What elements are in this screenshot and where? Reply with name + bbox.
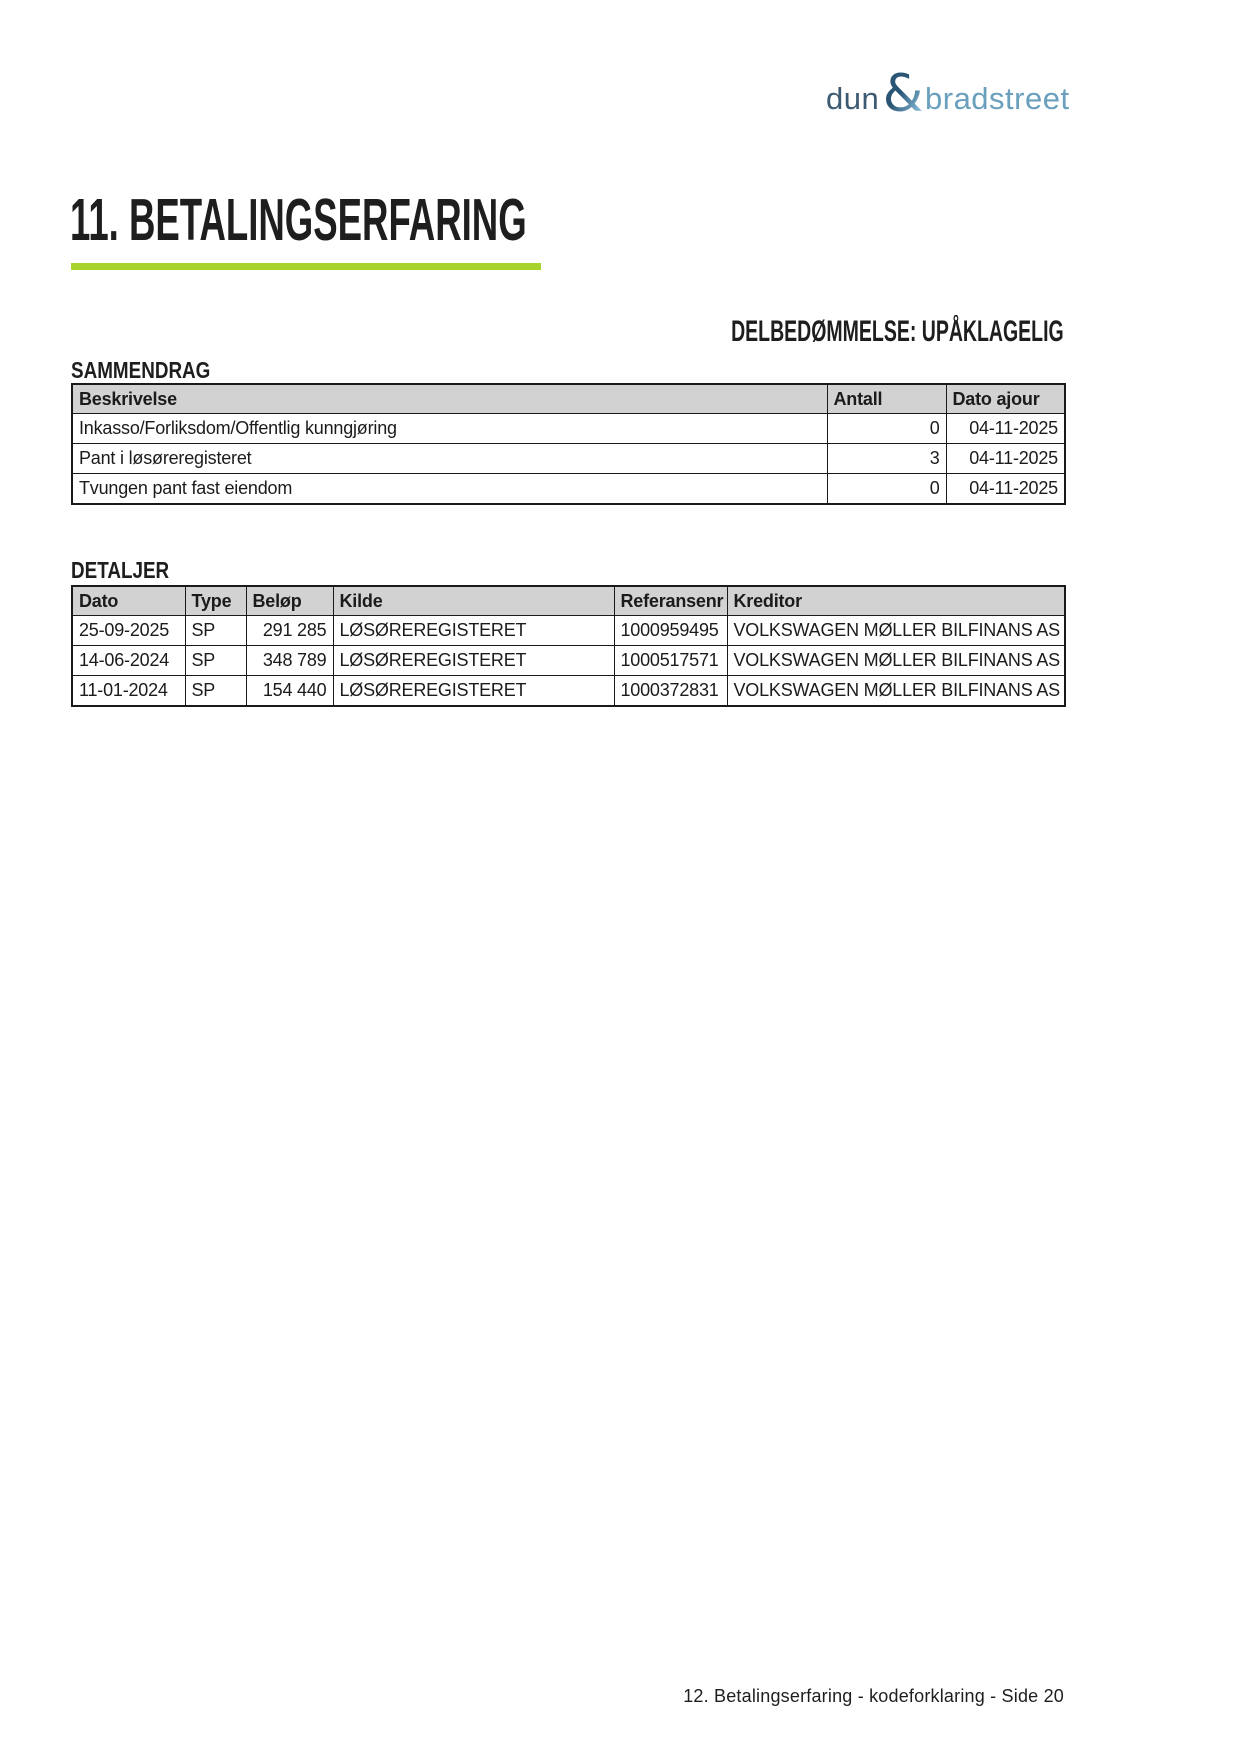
cell-referansenr: 1000517571 [614, 646, 727, 676]
cell-dato: 14-06-2024 [72, 646, 185, 676]
column-header-kilde: Kilde [333, 586, 614, 616]
logo-text-bradstreet: bradstreet [925, 81, 1070, 116]
cell-type: SP [185, 616, 246, 646]
cell-type: SP [185, 676, 246, 707]
cell-dato: 25-09-2025 [72, 616, 185, 646]
cell-referansenr: 1000372831 [614, 676, 727, 707]
summary-row [72, 474, 1065, 505]
summary-row [72, 414, 1065, 444]
cell-kilde: LØSØREREGISTERET [333, 676, 614, 707]
cell-belop: 348 789 [246, 646, 333, 676]
cell-dato-ajour: 04-11-2025 [946, 474, 1065, 505]
cell-beskrivelse: Inkasso/Forliksdom/Offentlig kunngjøring [72, 414, 827, 444]
summary-table [71, 383, 1066, 505]
details-table [71, 585, 1066, 707]
logo-text-dun: dun [826, 81, 880, 116]
details-row [72, 646, 1065, 676]
cell-dato-ajour: 04-11-2025 [946, 444, 1065, 474]
column-header-referansenr: Referansenr [614, 586, 727, 616]
column-header-dato-ajour: Dato ajour [946, 384, 1065, 414]
column-header-kreditor: Kreditor [727, 586, 1065, 616]
details-section-label: DETALJER [71, 557, 170, 583]
page-title: 11. BETALINGSERFARING [70, 187, 527, 253]
cell-dato: 11-01-2024 [72, 676, 185, 707]
column-header-antall: Antall [827, 384, 946, 414]
cell-kilde: LØSØREREGISTERET [333, 616, 614, 646]
details-row [72, 616, 1065, 646]
details-row [72, 676, 1065, 707]
column-header-beskrivelse: Beskrivelse [72, 384, 827, 414]
cell-kreditor: VOLKSWAGEN MØLLER BILFINANS AS [727, 646, 1065, 676]
ampersand-icon [882, 65, 924, 123]
column-header-dato: Dato [72, 586, 185, 616]
cell-belop: 154 440 [246, 676, 333, 707]
cell-antall: 3 [827, 444, 946, 474]
cell-type: SP [185, 646, 246, 676]
summary-section-label: SAMMENDRAG [71, 357, 211, 383]
column-header-type: Type [185, 586, 246, 616]
dun-bradstreet-logo [826, 65, 1082, 123]
cell-beskrivelse: Tvungen pant fast eiendom [72, 474, 827, 505]
cell-antall: 0 [827, 474, 946, 505]
cell-antall: 0 [827, 414, 946, 444]
details-header-row [72, 586, 1065, 616]
cell-dato-ajour: 04-11-2025 [946, 414, 1065, 444]
cell-kreditor: VOLKSWAGEN MØLLER BILFINANS AS [727, 676, 1065, 707]
column-header-belop: Beløp [246, 586, 333, 616]
title-underline-rule [71, 263, 541, 270]
summary-header-row [72, 384, 1065, 414]
svg-text:&: & [882, 65, 924, 123]
cell-kreditor: VOLKSWAGEN MØLLER BILFINANS AS [727, 616, 1065, 646]
cell-beskrivelse: Pant i løsøreregisteret [72, 444, 827, 474]
cell-kilde: LØSØREREGISTERET [333, 646, 614, 676]
cell-belop: 291 285 [246, 616, 333, 646]
cell-referansenr: 1000959495 [614, 616, 727, 646]
page-footer: 12. Betalingserfaring - kodeforklaring - Side 20 [683, 1686, 1064, 1706]
summary-row [72, 444, 1065, 474]
assessment-heading: DELBEDØMMELSE: UPÅKLAGELIG [731, 315, 1064, 348]
